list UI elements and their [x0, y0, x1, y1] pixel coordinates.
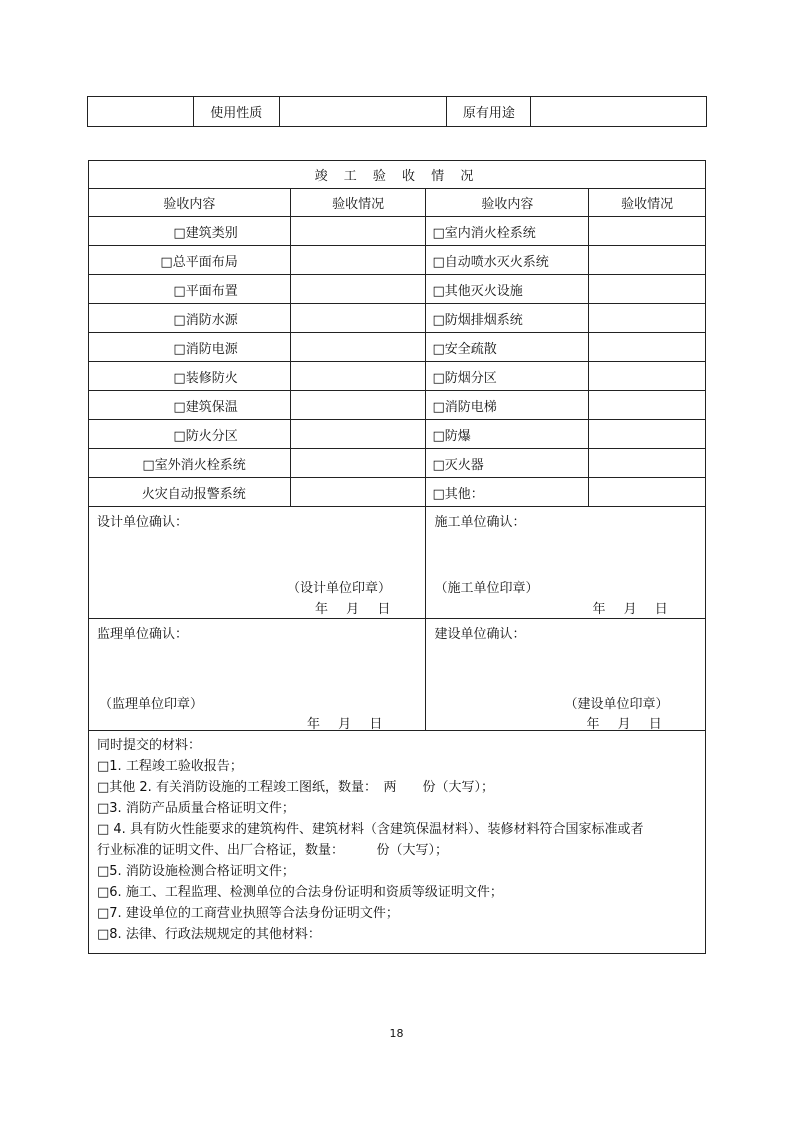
- check-item-left[interactable]: □平面布置: [89, 275, 291, 304]
- status-input[interactable]: [290, 420, 426, 449]
- check-item-left[interactable]: □建筑保温: [89, 391, 291, 420]
- supervision-confirm-label: 监理单位确认：: [97, 627, 189, 642]
- design-seal: （设计单位印章）: [287, 581, 392, 596]
- status-input[interactable]: [589, 478, 706, 507]
- check-item-right[interactable]: □防烟排烟系统: [426, 304, 589, 333]
- top-blank-cell[interactable]: [88, 97, 194, 127]
- status-input[interactable]: [589, 420, 706, 449]
- check-item-right[interactable]: □其他：: [426, 478, 589, 507]
- check-item-left[interactable]: 火灾自动报警系统: [89, 478, 291, 507]
- table-row: [89, 391, 706, 420]
- owner-seal: （建设单位印章）: [564, 697, 669, 712]
- material-item[interactable]: □3. 消防产品质量合格证明文件；: [97, 801, 295, 816]
- material-item[interactable]: □6. 施工、工程监理、检测单位的合法身份证明和资质等级证明文件；: [97, 885, 503, 900]
- construction-confirm-cell[interactable]: [426, 507, 706, 619]
- check-item-left[interactable]: □建筑类别: [89, 217, 291, 246]
- page-number: 18: [389, 1027, 404, 1040]
- supervision-seal: （监理单位印章）: [99, 697, 204, 712]
- check-item-right[interactable]: □其他灭火设施: [426, 275, 589, 304]
- status-input[interactable]: [589, 246, 706, 275]
- usage-input[interactable]: [279, 97, 447, 127]
- table-row: [89, 275, 706, 304]
- status-input[interactable]: [290, 275, 426, 304]
- construction-seal: （施工单位印章）: [434, 581, 539, 596]
- table-row: [89, 449, 706, 478]
- table-row: [89, 217, 706, 246]
- status-input[interactable]: [589, 449, 706, 478]
- construction-date: 年 月 日: [592, 602, 668, 617]
- check-item-left[interactable]: □装修防火: [89, 362, 291, 391]
- status-input[interactable]: [589, 275, 706, 304]
- material-item-cont: 行业标准的证明文件、出厂合格证，数量： 份（大写）；: [97, 843, 449, 858]
- table-row: [89, 478, 706, 507]
- materials-title: 同时提交的材料：: [97, 738, 202, 753]
- table-row: [89, 362, 706, 391]
- check-item-right[interactable]: □防烟分区: [426, 362, 589, 391]
- header-status-left: 验收情况: [290, 189, 426, 217]
- original-use-input[interactable]: [531, 97, 707, 127]
- header-content-left: 验收内容: [89, 189, 291, 217]
- material-item[interactable]: □1. 工程竣工验收报告；: [97, 759, 243, 774]
- status-input[interactable]: [290, 217, 426, 246]
- design-confirm-cell[interactable]: [89, 507, 426, 619]
- material-item[interactable]: □8. 法律、行政法规规定的其他材料：: [97, 927, 321, 942]
- check-item-left[interactable]: □总平面布局: [89, 246, 291, 275]
- design-date: 年 月 日: [315, 602, 391, 617]
- table-row: [89, 420, 706, 449]
- check-item-right[interactable]: □灭火器: [426, 449, 589, 478]
- status-input[interactable]: [589, 217, 706, 246]
- check-item-right[interactable]: □消防电梯: [426, 391, 589, 420]
- status-input[interactable]: [290, 391, 426, 420]
- owner-date: 年 月 日: [586, 717, 662, 732]
- material-item[interactable]: □其他 2. 有关消防设施的工程竣工图纸，数量： 两 份（大写）；: [97, 780, 494, 795]
- top-info-table: [87, 96, 707, 127]
- check-item-right[interactable]: □防爆: [426, 420, 589, 449]
- material-item[interactable]: □ 4. 具有防火性能要求的建筑构件、建筑材料（含建筑保温材料）、装修材料符合国家标准或者: [97, 822, 644, 837]
- table-row: [89, 246, 706, 275]
- check-item-left[interactable]: □消防电源: [89, 333, 291, 362]
- owner-confirm-cell[interactable]: [426, 619, 706, 731]
- status-input[interactable]: [290, 246, 426, 275]
- design-confirm-label: 设计单位确认：: [97, 515, 189, 530]
- table-row: [89, 304, 706, 333]
- status-input[interactable]: [290, 478, 426, 507]
- status-input[interactable]: [290, 304, 426, 333]
- acceptance-form: [88, 160, 706, 954]
- check-item-left[interactable]: □防火分区: [89, 420, 291, 449]
- status-input[interactable]: [290, 333, 426, 362]
- status-input[interactable]: [589, 304, 706, 333]
- header-content-right: 验收内容: [426, 189, 589, 217]
- status-input[interactable]: [589, 391, 706, 420]
- supervision-date: 年 月 日: [307, 717, 383, 732]
- material-item[interactable]: □7. 建设单位的工商营业执照等合法身份证明文件；: [97, 906, 399, 921]
- check-item-right[interactable]: □安全疏散: [426, 333, 589, 362]
- status-input[interactable]: [290, 362, 426, 391]
- original-use-label: 原有用途: [447, 97, 531, 127]
- construction-confirm-label: 施工单位确认：: [434, 515, 526, 530]
- check-item-right[interactable]: □室内消火栓系统: [426, 217, 589, 246]
- usage-label: 使用性质: [193, 97, 279, 127]
- supervision-confirm-cell[interactable]: [89, 619, 426, 731]
- materials-cell: [89, 731, 706, 954]
- status-input[interactable]: [589, 333, 706, 362]
- status-input[interactable]: [290, 449, 426, 478]
- material-item[interactable]: □5. 消防设施检测合格证明文件；: [97, 864, 295, 879]
- status-input[interactable]: [589, 362, 706, 391]
- table-row: [89, 333, 706, 362]
- form-caption: 竣 工 验 收 情 况: [89, 161, 706, 189]
- check-item-left[interactable]: □室外消火栓系统: [89, 449, 291, 478]
- owner-confirm-label: 建设单位确认：: [434, 627, 526, 642]
- check-item-right[interactable]: □自动喷水灭火系统: [426, 246, 589, 275]
- check-item-left[interactable]: □消防水源: [89, 304, 291, 333]
- header-status-right: 验收情况: [589, 189, 706, 217]
